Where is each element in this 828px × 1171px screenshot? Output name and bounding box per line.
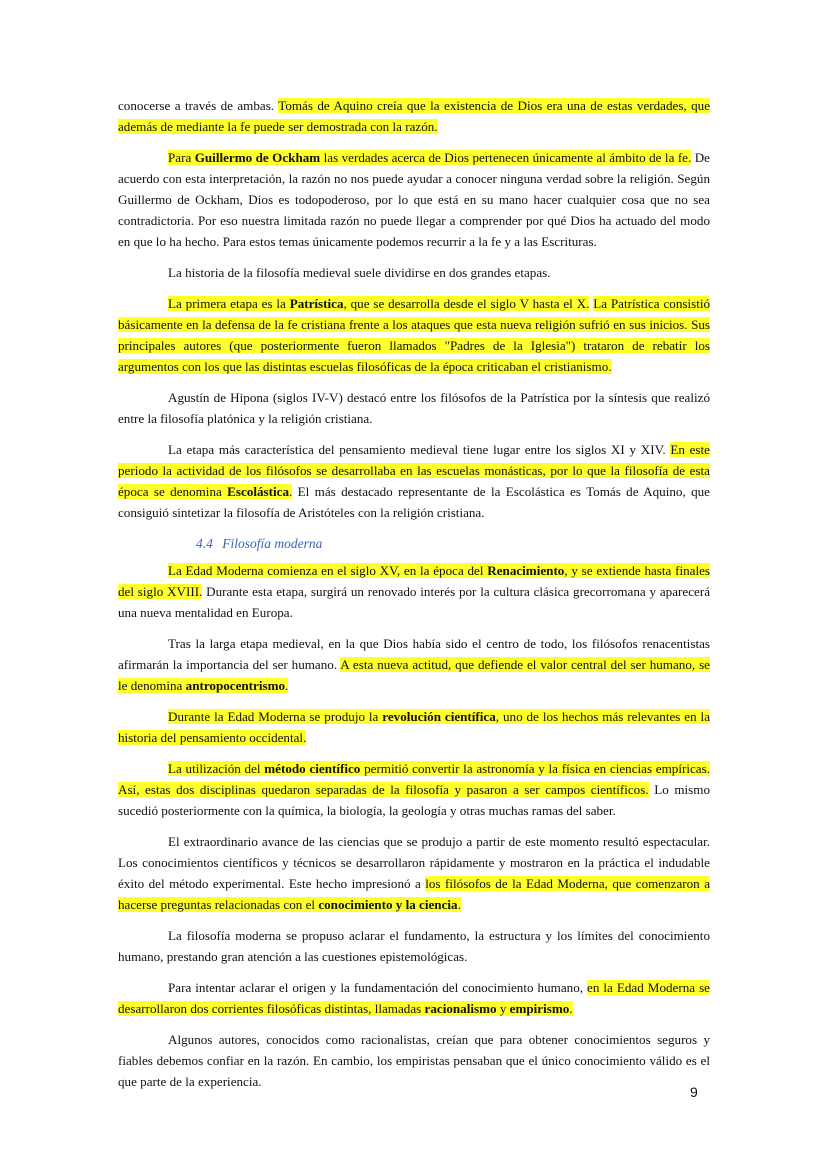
paragraph xyxy=(118,831,710,915)
text-segment: El extraordinario avance de las ciencias que se produjo a partir de este momento resultó espectacular. Los conocimientos científicos y técnicos se desarrollaron rápidamente y mostraron en la práctica el indudable éxito del método experimental. Este hecho impresionó a xyxy=(118,834,710,891)
highlighted-bold-text xyxy=(195,150,320,165)
bold-term: método científico xyxy=(264,761,361,776)
highlighted-text: permitió convertir la astronomía y la física en ciencias empíricas. Así, estas dos disciplinas quedaron separadas de la filosofía y pasaron a ser campos científicos. xyxy=(118,761,710,797)
highlighted-text: La Patrística consistió básicamente en la defensa de la fe cristiana frente a los ataques que esta nueva religión sufrió en sus inicios. Sus principales autores (que posteriormente fueron llamados "Padres de la Iglesia") trataron de rebatir los argumentos con los que las distintas escuelas filosóficas de la época criticaban el cristianismo. xyxy=(118,296,711,374)
highlighted-text: . xyxy=(569,1001,573,1016)
highlighted-bold-text xyxy=(318,897,457,912)
highlighted-bold-text xyxy=(509,1001,573,1016)
highlighted-bold-text xyxy=(264,761,360,776)
text-segment: El más destacado representante de la Escolástica es Tomás de Aquino, que consiguió sintetizar la filosofía de Aristóteles con la religión cristiana. xyxy=(118,484,710,520)
highlighted-text: en la Edad Moderna se desarrollaron dos corrientes filosóficas distintas, llamadas xyxy=(118,980,710,1016)
paragraph xyxy=(118,706,710,748)
bold-term: Guillermo de Ockham xyxy=(194,150,321,165)
highlighted-text: las verdades acerca de Dios pertenecen únicamente al ámbito de la fe. xyxy=(320,150,692,165)
highlighted-text: Para xyxy=(168,150,195,165)
bold-term: antropocentrismo xyxy=(185,678,286,693)
text-segment: Agustín de Hipona (siglos IV-V) destacó entre los filósofos de la Patrística por la síntesis que realizó entre la filosofía platónica y la religión cristiana. xyxy=(118,390,710,426)
highlighted-text: La primera etapa es la xyxy=(168,296,290,311)
text-segment: La filosofía moderna se propuso aclarar el fundamento, la estructura y los límites del conocimiento humano, prestando gran atención a las cuestiones epistemológicas. xyxy=(118,928,710,964)
highlighted-bold-text xyxy=(487,563,564,578)
highlighted-text: En este periodo la actividad de los filósofos se desarrollaba en las escuelas monásticas, por lo que la filosofía de esta época se denomina xyxy=(118,442,710,499)
highlighted-bold-text xyxy=(227,484,289,499)
paragraph xyxy=(118,439,710,523)
section-heading xyxy=(118,533,710,554)
bold-term: conocimiento y la ciencia xyxy=(318,897,458,912)
paragraph xyxy=(118,1029,710,1092)
text-segment: Algunos autores, conocidos como racionalistas, creían que para obtener conocimientos seguros y fiables debemos confiar en la razón. En cambio, los empiristas pensaban que el único conocimiento válido es el que parte de la experiencia. xyxy=(118,1032,710,1089)
medieval-section xyxy=(118,95,710,523)
highlighted-bold-text xyxy=(382,709,496,724)
section-title: Filosofía moderna xyxy=(222,536,323,551)
text-segment: Lo mismo sucedió posteriormente con la química, la biología, la geología y otras muchas ramas del saber. xyxy=(118,782,710,818)
text-segment: Para intentar aclarar el origen y la fundamentación del conocimiento humano, xyxy=(168,980,588,995)
highlighted-text: , uno de los hechos más relevantes en la historia del pensamiento occidental. xyxy=(118,709,711,745)
document-page xyxy=(118,95,710,1102)
highlighted-text: La utilización del xyxy=(168,761,265,776)
bold-term: Renacimiento xyxy=(487,563,565,578)
paragraph xyxy=(118,758,710,821)
highlighted-text: , que se desarrolla desde el siglo V hasta el X. xyxy=(343,296,590,311)
highlighted-text: y xyxy=(496,1001,510,1016)
bold-term: Patrística xyxy=(289,296,344,311)
bold-term: revolución científica xyxy=(382,709,496,724)
text-segment: Tras la larga etapa medieval, en la que Dios había sido el centro de todo, los filósofos renacentistas afirmarán la importancia del ser humano. xyxy=(118,636,710,672)
text-segment: Durante esta etapa, surgirá un renovado interés por la cultura clásica grecorromana y aparecerá una nueva mentalidad en Europa. xyxy=(118,584,710,620)
bold-term: racionalismo xyxy=(424,1001,497,1016)
bold-term: empirismo xyxy=(509,1001,570,1016)
paragraph xyxy=(118,95,710,137)
bold-term: Escolástica xyxy=(227,484,289,499)
text-segment: De acuerdo con esta interpretación, la razón no nos puede ayudar a conocer ninguna verdad sobre la religión. Según Guillermo de Ockham, Dios es todopoderoso, por lo que está en su mano hacer cualquier cosa que no sea contradictoria. Por eso nuestra limitada razón no puede llegar a comprender por qué Dios ha actuado del modo en que lo ha hecho. Para estos temas únicamente podemos recurrir a la fe y a las Escrituras. xyxy=(118,150,710,249)
highlighted-text: Durante la Edad Moderna se produjo la xyxy=(168,709,383,724)
highlighted-text: , y se extiende hasta finales del siglo XVIII. xyxy=(118,563,710,599)
paragraph xyxy=(118,387,710,429)
paragraph xyxy=(118,147,710,252)
highlighted-text: los filósofos de la Edad Moderna, que comenzaron a hacerse preguntas relacionadas con el xyxy=(118,876,711,912)
paragraph xyxy=(118,262,710,283)
highlighted-bold-text xyxy=(186,678,285,693)
section-number: 4.4 xyxy=(196,536,213,551)
highlighted-text: La Edad Moderna comienza en el siglo XV, en la época del xyxy=(168,563,488,578)
paragraph xyxy=(118,977,710,1019)
highlighted-text: . xyxy=(457,897,461,912)
modern-section xyxy=(118,560,710,1092)
page-number: 9 xyxy=(690,1084,698,1100)
highlighted-text: Tomás de Aquino creía que la existencia de Dios era una de estas verdades, que además de mediante la fe puede ser demostrada con la razón. xyxy=(118,98,711,134)
text-segment: conocerse a través de ambas. xyxy=(118,98,279,113)
highlighted-bold-text xyxy=(290,296,344,311)
text-segment: La etapa más característica del pensamiento medieval tiene lugar entre los siglos XI y XIV. xyxy=(168,442,671,457)
text-segment: La historia de la filosofía medieval suele dividirse en dos grandes etapas. xyxy=(168,265,551,280)
paragraph xyxy=(118,560,710,623)
highlighted-text: . xyxy=(285,678,289,693)
highlighted-bold-text xyxy=(425,1001,497,1016)
highlighted-text: A esta nueva actitud, que defiende el valor central del ser humano, se le denomina xyxy=(118,657,710,693)
paragraph xyxy=(118,293,710,377)
paragraph xyxy=(118,925,710,967)
paragraph xyxy=(118,633,710,696)
highlighted-text: . xyxy=(289,484,293,499)
